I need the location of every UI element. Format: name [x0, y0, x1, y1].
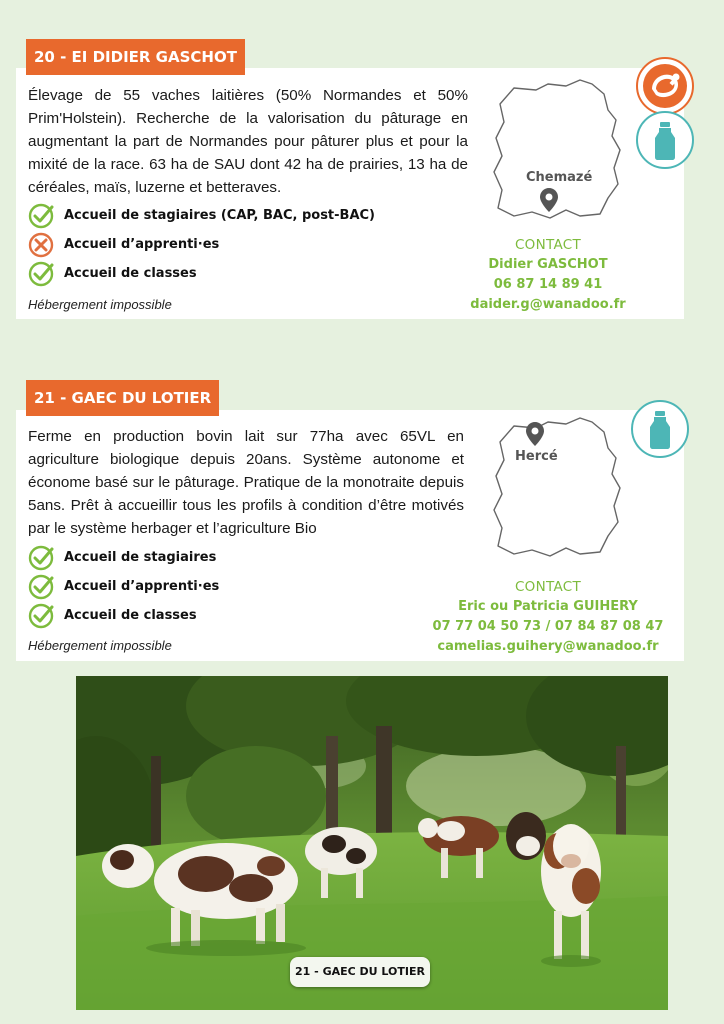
check-icon: [28, 261, 54, 287]
check-icon: [28, 545, 54, 571]
contact-block-20: [460, 235, 636, 315]
meat-icon: [638, 59, 692, 113]
contact-email[interactable]: daider.g@wanadoo.fr: [470, 297, 626, 312]
check-item: Accueil de classes: [28, 259, 375, 288]
milk-bottle-icon: [633, 402, 687, 456]
check-item: Accueil de stagiaires: [28, 543, 219, 572]
check-item: Accueil de classes: [28, 601, 219, 630]
lodging-note-20: Hébergement impossible: [28, 297, 172, 312]
check-icon: [28, 203, 54, 229]
contact-name: Eric ou Patricia GUIHERY: [458, 599, 638, 614]
cross-icon: [28, 232, 54, 258]
farm-description-21: Ferme en production bovin lait sur 77ha avec 65VL en agriculture biologique depuis 20ans. Système autonome et économe basé sur le pâturage. Pratique de la monotraite depuis 5ans. Prêt à accueillir tous les profils à condition d’être motivés par le système herbager et l’agriculture Bio: [28, 428, 464, 537]
farm-photo: [76, 676, 668, 1010]
location-label-20: Chemazé: [526, 170, 593, 185]
farm-checklist-21: [28, 543, 219, 630]
check-item: Accueil de stagiaires (CAP, BAC, post-BAC): [28, 201, 375, 230]
farm-title-20: 20 - EI DIDIER GASCHOT: [26, 39, 245, 75]
photo-caption: 21 - GAEC DU LOTIER: [290, 957, 430, 987]
meat-badge: [636, 57, 694, 115]
farm-checklist-20: [28, 201, 375, 288]
contact-heading: CONTACT: [514, 579, 582, 595]
check-item: Accueil d’apprenti·es: [28, 230, 375, 259]
contact-block-21: [430, 577, 666, 657]
milk-badge-20: [636, 111, 694, 169]
contact-phone[interactable]: 07 77 04 50 73 / 07 84 87 08 47: [432, 619, 664, 634]
milk-badge-21: [631, 400, 689, 458]
mayenne-map-20: [488, 76, 628, 222]
contact-phone[interactable]: 06 87 14 89 41: [493, 277, 603, 292]
milk-bottle-icon: [638, 113, 692, 167]
contact-email[interactable]: camelias.guihery@wanadoo.fr: [437, 639, 659, 654]
check-item: Accueil d’apprenti·es: [28, 572, 219, 601]
lodging-note-21: Hébergement impossible: [28, 638, 172, 653]
farm-title-21: 21 - GAEC DU LOTIER: [26, 380, 219, 416]
check-icon: [28, 603, 54, 629]
mayenne-map-21: [488, 414, 628, 560]
check-icon: [28, 574, 54, 600]
contact-heading: CONTACT: [514, 237, 582, 253]
contact-name: Didier GASCHOT: [488, 257, 608, 272]
farm-description-20: Élevage de 55 vaches laitières (50% Normandes et 50% Prim'Holstein). Recherche de la valorisation du pâturage en augmentant la part de Normandes pour pâturer plus et pour la mixité de la race. 63 ha de SAU dont 42 ha de prairies, 13 ha de céréales, maïs, luzerne et betteraves.: [28, 87, 468, 196]
location-label-21: Hercé: [515, 449, 558, 464]
